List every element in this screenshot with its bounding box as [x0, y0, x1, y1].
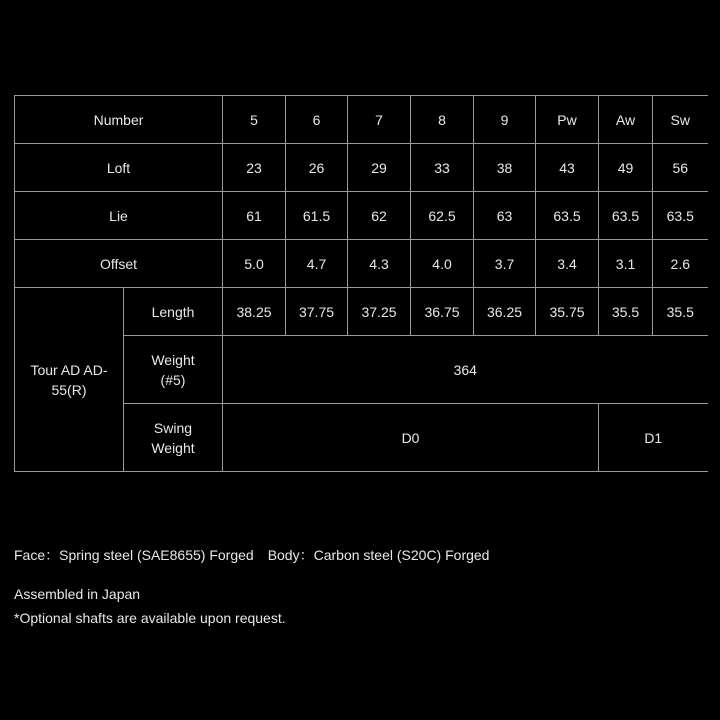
length-label: Length — [124, 288, 223, 336]
swing-weight-d0: D0 — [223, 404, 599, 472]
offset-row — [15, 240, 708, 288]
loft-value: 56 — [653, 144, 708, 192]
length-value: 38.25 — [223, 288, 286, 336]
length-row — [15, 288, 708, 336]
lie-value: 61.5 — [286, 192, 348, 240]
loft-row — [15, 144, 708, 192]
weight-label: Weight (#5) — [151, 351, 195, 388]
length-value: 36.25 — [474, 288, 536, 336]
club-7: 7 — [348, 96, 411, 144]
swing-weight-label: Swing Weight — [151, 419, 195, 456]
offset-value: 3.4 — [536, 240, 599, 288]
offset-value: 4.7 — [286, 240, 348, 288]
shaft-name: Tour AD AD-55(R) — [30, 361, 108, 398]
loft-value: 38 — [474, 144, 536, 192]
lie-value: 62.5 — [411, 192, 474, 240]
length-value: 37.75 — [286, 288, 348, 336]
length-value: 35.5 — [653, 288, 708, 336]
assembled-note: Assembled in Japan — [14, 586, 141, 602]
lie-value: 63 — [474, 192, 536, 240]
lie-value: 63.5 — [653, 192, 708, 240]
lie-label: Lie — [15, 192, 223, 240]
number-row — [15, 96, 708, 144]
offset-value: 4.3 — [348, 240, 411, 288]
lie-value: 62 — [348, 192, 411, 240]
lie-value: 63.5 — [536, 192, 599, 240]
lie-value: 61 — [223, 192, 286, 240]
loft-value: 33 — [411, 144, 474, 192]
club-6: 6 — [286, 96, 348, 144]
offset-value: 5.0 — [223, 240, 286, 288]
spec-table — [14, 95, 708, 472]
club-pw: Pw — [536, 96, 599, 144]
body-material: Body：Carbon steel (S20C) Forged — [267, 547, 490, 563]
offset-value: 4.0 — [411, 240, 474, 288]
offset-label: Offset — [15, 240, 223, 288]
loft-value: 29 — [348, 144, 411, 192]
weight-label-cell — [124, 336, 223, 404]
swing-weight-label-cell — [124, 404, 223, 472]
offset-value: 2.6 — [653, 240, 708, 288]
loft-value: 49 — [599, 144, 653, 192]
loft-value: 23 — [223, 144, 286, 192]
weight-value: 364 — [223, 336, 708, 404]
number-label: Number — [15, 96, 223, 144]
loft-value: 26 — [286, 144, 348, 192]
material-note — [14, 545, 489, 565]
club-9: 9 — [474, 96, 536, 144]
club-aw: Aw — [599, 96, 653, 144]
length-value: 37.25 — [348, 288, 411, 336]
lie-row — [15, 192, 708, 240]
offset-value: 3.1 — [599, 240, 653, 288]
loft-value: 43 — [536, 144, 599, 192]
club-sw: Sw — [653, 96, 708, 144]
optional-shafts-note: *Optional shafts are available upon request. — [14, 610, 286, 626]
club-5: 5 — [223, 96, 286, 144]
club-8: 8 — [411, 96, 474, 144]
length-value: 35.5 — [599, 288, 653, 336]
shaft-name-cell — [15, 288, 124, 472]
swing-weight-d1: D1 — [599, 404, 708, 472]
lie-value: 63.5 — [599, 192, 653, 240]
length-value: 35.75 — [536, 288, 599, 336]
offset-value: 3.7 — [474, 240, 536, 288]
loft-label: Loft — [15, 144, 223, 192]
face-material: Face：Spring steel (SAE8655) Forged — [14, 547, 254, 563]
length-value: 36.75 — [411, 288, 474, 336]
